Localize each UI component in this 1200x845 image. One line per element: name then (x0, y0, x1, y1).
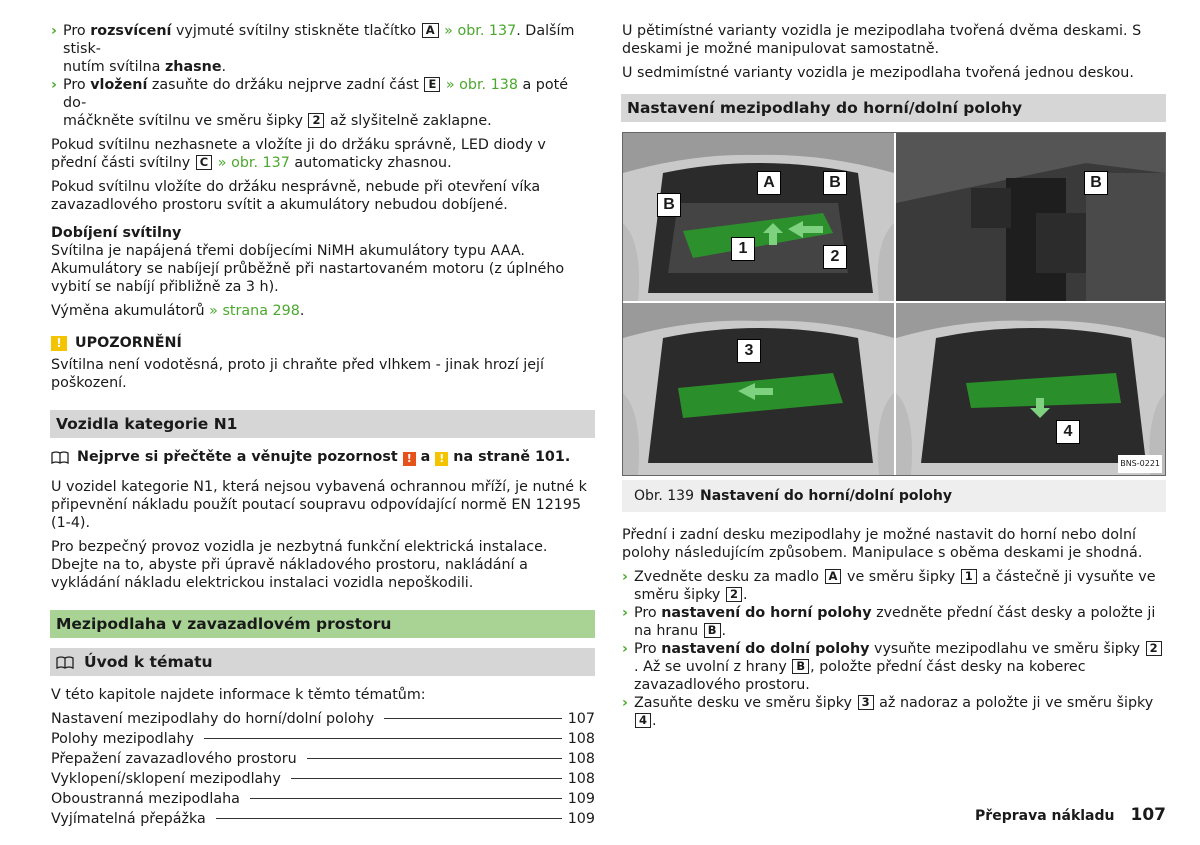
arrow-icon: › (622, 605, 628, 621)
text: nutím svítilna (63, 59, 165, 75)
toc-title: Přepažení zavazadlového prostoru (51, 751, 297, 767)
arrow-icon: › (51, 23, 57, 39)
key-label: 2 (1146, 641, 1162, 656)
label-B: B (1084, 171, 1108, 195)
warning-icon: ! (51, 336, 67, 351)
subheading: Dobíjení svítilny (51, 225, 182, 241)
key-label: B (792, 659, 809, 674)
text: Pro (63, 23, 91, 39)
dotted-line (250, 798, 562, 799)
figure-link[interactable]: » obr. 137 (444, 23, 517, 39)
key-label: 2 (308, 113, 324, 128)
dotted-line (291, 778, 562, 779)
text-bold: nastavení do horní polohy (661, 605, 872, 621)
text: vyjmuté svítilny stiskněte tlačítko (171, 23, 421, 39)
warning-title: UPOZORNĚNÍ (75, 335, 182, 351)
toc-row[interactable] (51, 750, 595, 770)
list-item (622, 640, 1166, 694)
text-bold: vložení (90, 77, 148, 93)
right-column (622, 22, 1166, 736)
text: . Až se uvolní z hrany (634, 659, 792, 675)
text: . (742, 587, 748, 603)
trunk-illustration (896, 303, 1165, 475)
toc-page: 108 (567, 731, 595, 747)
text: Výměna akumulátorů (51, 303, 210, 319)
intro-heading (50, 648, 595, 676)
danger-icon: ! (403, 452, 416, 466)
page-footer (975, 806, 1166, 825)
key-label: C (196, 155, 212, 170)
list-item (622, 568, 1166, 604)
text: zvedněte přední část desky a položte ji na hranu (634, 605, 1156, 639)
text: Pokud svítilnu nezhasnete a vložíte ji do držáku správně, LED diody v přední části svítilny (51, 137, 546, 171)
page-number: 107 (1130, 805, 1166, 825)
toc-title: Polohy mezipodlahy (51, 731, 194, 747)
text: máčkněte svítilnu ve směru šipky (63, 113, 308, 129)
trunk-illustration (623, 133, 894, 301)
paragraph: U sedmimístné varianty vozidla je mezipodlaha tvořená jednou deskou. (622, 65, 1134, 81)
text: . (221, 59, 227, 75)
figure-link[interactable]: » obr. 137 (217, 155, 290, 171)
caption-number: Obr. 139 (634, 488, 694, 504)
lamp-instructions (51, 22, 595, 130)
paragraph: V této kapitole najdete informace k těmto tématům: (51, 687, 426, 703)
section-heading: Vozidla kategorie N1 (50, 410, 595, 438)
label-B: B (823, 171, 847, 195)
key-label: A (422, 23, 439, 38)
toc-row[interactable] (51, 710, 595, 730)
text: . Dalším stisk- (63, 23, 575, 57)
figure-code: BNS-0221 (1118, 455, 1162, 473)
paragraph: Pro bezpečný provoz vozidla je nezbytná funkční elektrická instalace. Dbejte na to, abyste při úpravě nákladového prostoru, nakládání a vykládání nákladu elektrickou instalaci vozidla nepoškodili. (51, 539, 548, 591)
text: Pro (634, 605, 662, 621)
text: . (721, 623, 727, 639)
text: , položte přední část desky na koberec zavazadlového prostoru. (634, 659, 1086, 693)
toc-page: 109 (567, 811, 595, 827)
toc-page: 108 (567, 771, 595, 787)
paragraph (51, 136, 595, 172)
text: . (299, 303, 305, 319)
dotted-line (307, 758, 562, 759)
figure-panel-trunk-lift (623, 133, 894, 301)
toc-page: 107 (567, 711, 595, 727)
key-label: E (424, 77, 440, 92)
text: Pro (63, 77, 91, 93)
text: Zvedněte desku za madlo (634, 569, 824, 585)
label-4: 4 (1056, 420, 1080, 444)
figure-panel-edge-detail (896, 133, 1165, 301)
text: vysuňte mezipodlahu ve směru šipky (869, 641, 1145, 657)
table-of-contents (51, 710, 595, 830)
text: Pro (634, 641, 662, 657)
section-heading: Mezipodlaha v zavazadlovém prostoru (50, 610, 595, 638)
label-B: B (657, 193, 681, 217)
section-name: Přeprava nákladu (975, 808, 1115, 824)
steps-list (622, 568, 1166, 730)
text: až nadoraz a položte ji ve směru šipky (874, 695, 1154, 711)
caution-icon: ! (435, 452, 448, 466)
left-column (51, 22, 595, 830)
book-icon (56, 656, 74, 669)
arrow-icon: › (51, 77, 57, 93)
text: a částečně ji vysuňte ve směru šipky (634, 569, 1156, 603)
list-item (622, 604, 1166, 640)
arrow-icon: › (622, 641, 628, 657)
toc-title: Vyklopení/sklopení mezipodlahy (51, 771, 281, 787)
toc-title: Nastavení mezipodlahy do horní/dolní polohy (51, 711, 375, 727)
key-label: B (704, 623, 721, 638)
figure-caption (622, 480, 1166, 512)
text-bold: rozsvícení (90, 23, 172, 39)
read-first-note (51, 448, 595, 466)
list-item (622, 694, 1166, 730)
figure-link[interactable]: » obr. 138 (445, 77, 518, 93)
warning-heading (51, 334, 595, 352)
paragraph: U vozidel kategorie N1, která nejsou vybavená ochrannou mříží, je nutné k připevnění nákladu použít poutací soupravu odpovídající normě EN 12195 (1-4). (51, 479, 587, 531)
text: . (652, 713, 657, 729)
paragraph: U pětimístné varianty vozidla je mezipodlaha tvořená dvěma deskami. S deskami je možné manipulovat samostatně. (622, 23, 1142, 57)
section-heading: Nastavení mezipodlahy do horní/dolní polohy (621, 94, 1166, 122)
text: ve směru šipky (842, 569, 960, 585)
trunk-illustration (623, 303, 894, 475)
label-A: A (757, 171, 781, 195)
toc-row[interactable] (51, 790, 595, 810)
text: Zasuňte desku ve směru šipky (634, 695, 857, 711)
text: až slyšitelně zaklapne. (325, 113, 492, 129)
label-1: 1 (731, 237, 755, 261)
toc-title: Oboustranná mezipodlaha (51, 791, 240, 807)
paragraph: Svítilna je napájená třemi dobíjecími NiMH akumulátory typu AAA. Akumulátory se nabíjejí průběžně při nastartovaném motoru (z úplného vybití se nabíjí přibližně za 3 h). (51, 243, 565, 295)
text-bold: nastavení do dolní polohy (661, 641, 870, 657)
figure-139 (622, 132, 1166, 476)
list-item (51, 22, 595, 76)
label-2: 2 (823, 245, 847, 269)
toc-row[interactable] (51, 810, 595, 830)
dotted-line (384, 718, 562, 719)
paragraph (51, 302, 595, 320)
text: na straně 101. (448, 449, 571, 465)
key-label: 1 (961, 569, 977, 584)
paragraph: Pokud svítilnu vložíte do držáku nesprávně, nebude při otevření víka zavazadlového prostoru svítit a akumulátory nebudou dobíjené. (51, 179, 541, 213)
key-label: 2 (726, 587, 742, 602)
caption-title: Nastavení do horní/dolní polohy (700, 488, 953, 504)
key-label: 4 (635, 713, 651, 728)
toc-row[interactable] (51, 770, 595, 790)
toc-page: 109 (567, 791, 595, 807)
figure-panel-lay-down (896, 303, 1165, 475)
text: automaticky zhasnou. (289, 155, 452, 171)
toc-page: 108 (567, 751, 595, 767)
book-icon (51, 451, 69, 464)
text: Nejprve si přečtěte a věnujte pozornost (77, 449, 403, 465)
arrow-icon: › (622, 569, 628, 585)
list-item (51, 76, 595, 130)
text: a (415, 449, 436, 465)
dotted-line (216, 818, 562, 819)
label-3: 3 (737, 339, 761, 363)
page-link[interactable]: » strana 298 (209, 303, 300, 319)
toc-row[interactable] (51, 730, 595, 750)
warning-text: Svítilna není vodotěsná, proto ji chraňte před vlhkem - jinak hrozí její poškození. (51, 357, 544, 391)
key-label: 3 (858, 695, 874, 710)
key-label: A (825, 569, 842, 584)
edge-detail-illustration (896, 133, 1165, 301)
heading-text: Úvod k tématu (84, 653, 213, 671)
text: a poté do- (63, 77, 569, 111)
dotted-line (204, 738, 562, 739)
arrow-icon: › (622, 695, 628, 711)
figure-panel-slide-in (623, 303, 894, 475)
text-bold: zhasne (164, 59, 222, 75)
toc-title: Vyjímatelná přepážka (51, 811, 206, 827)
paragraph: Přední i zadní desku mezipodlahy je možné nastavit do horní nebo dolní polohy následujícím způsobem. Manipulace s oběma deskami je shodná. (622, 527, 1143, 561)
text: zasuňte do držáku nejprve zadní část (147, 77, 424, 93)
